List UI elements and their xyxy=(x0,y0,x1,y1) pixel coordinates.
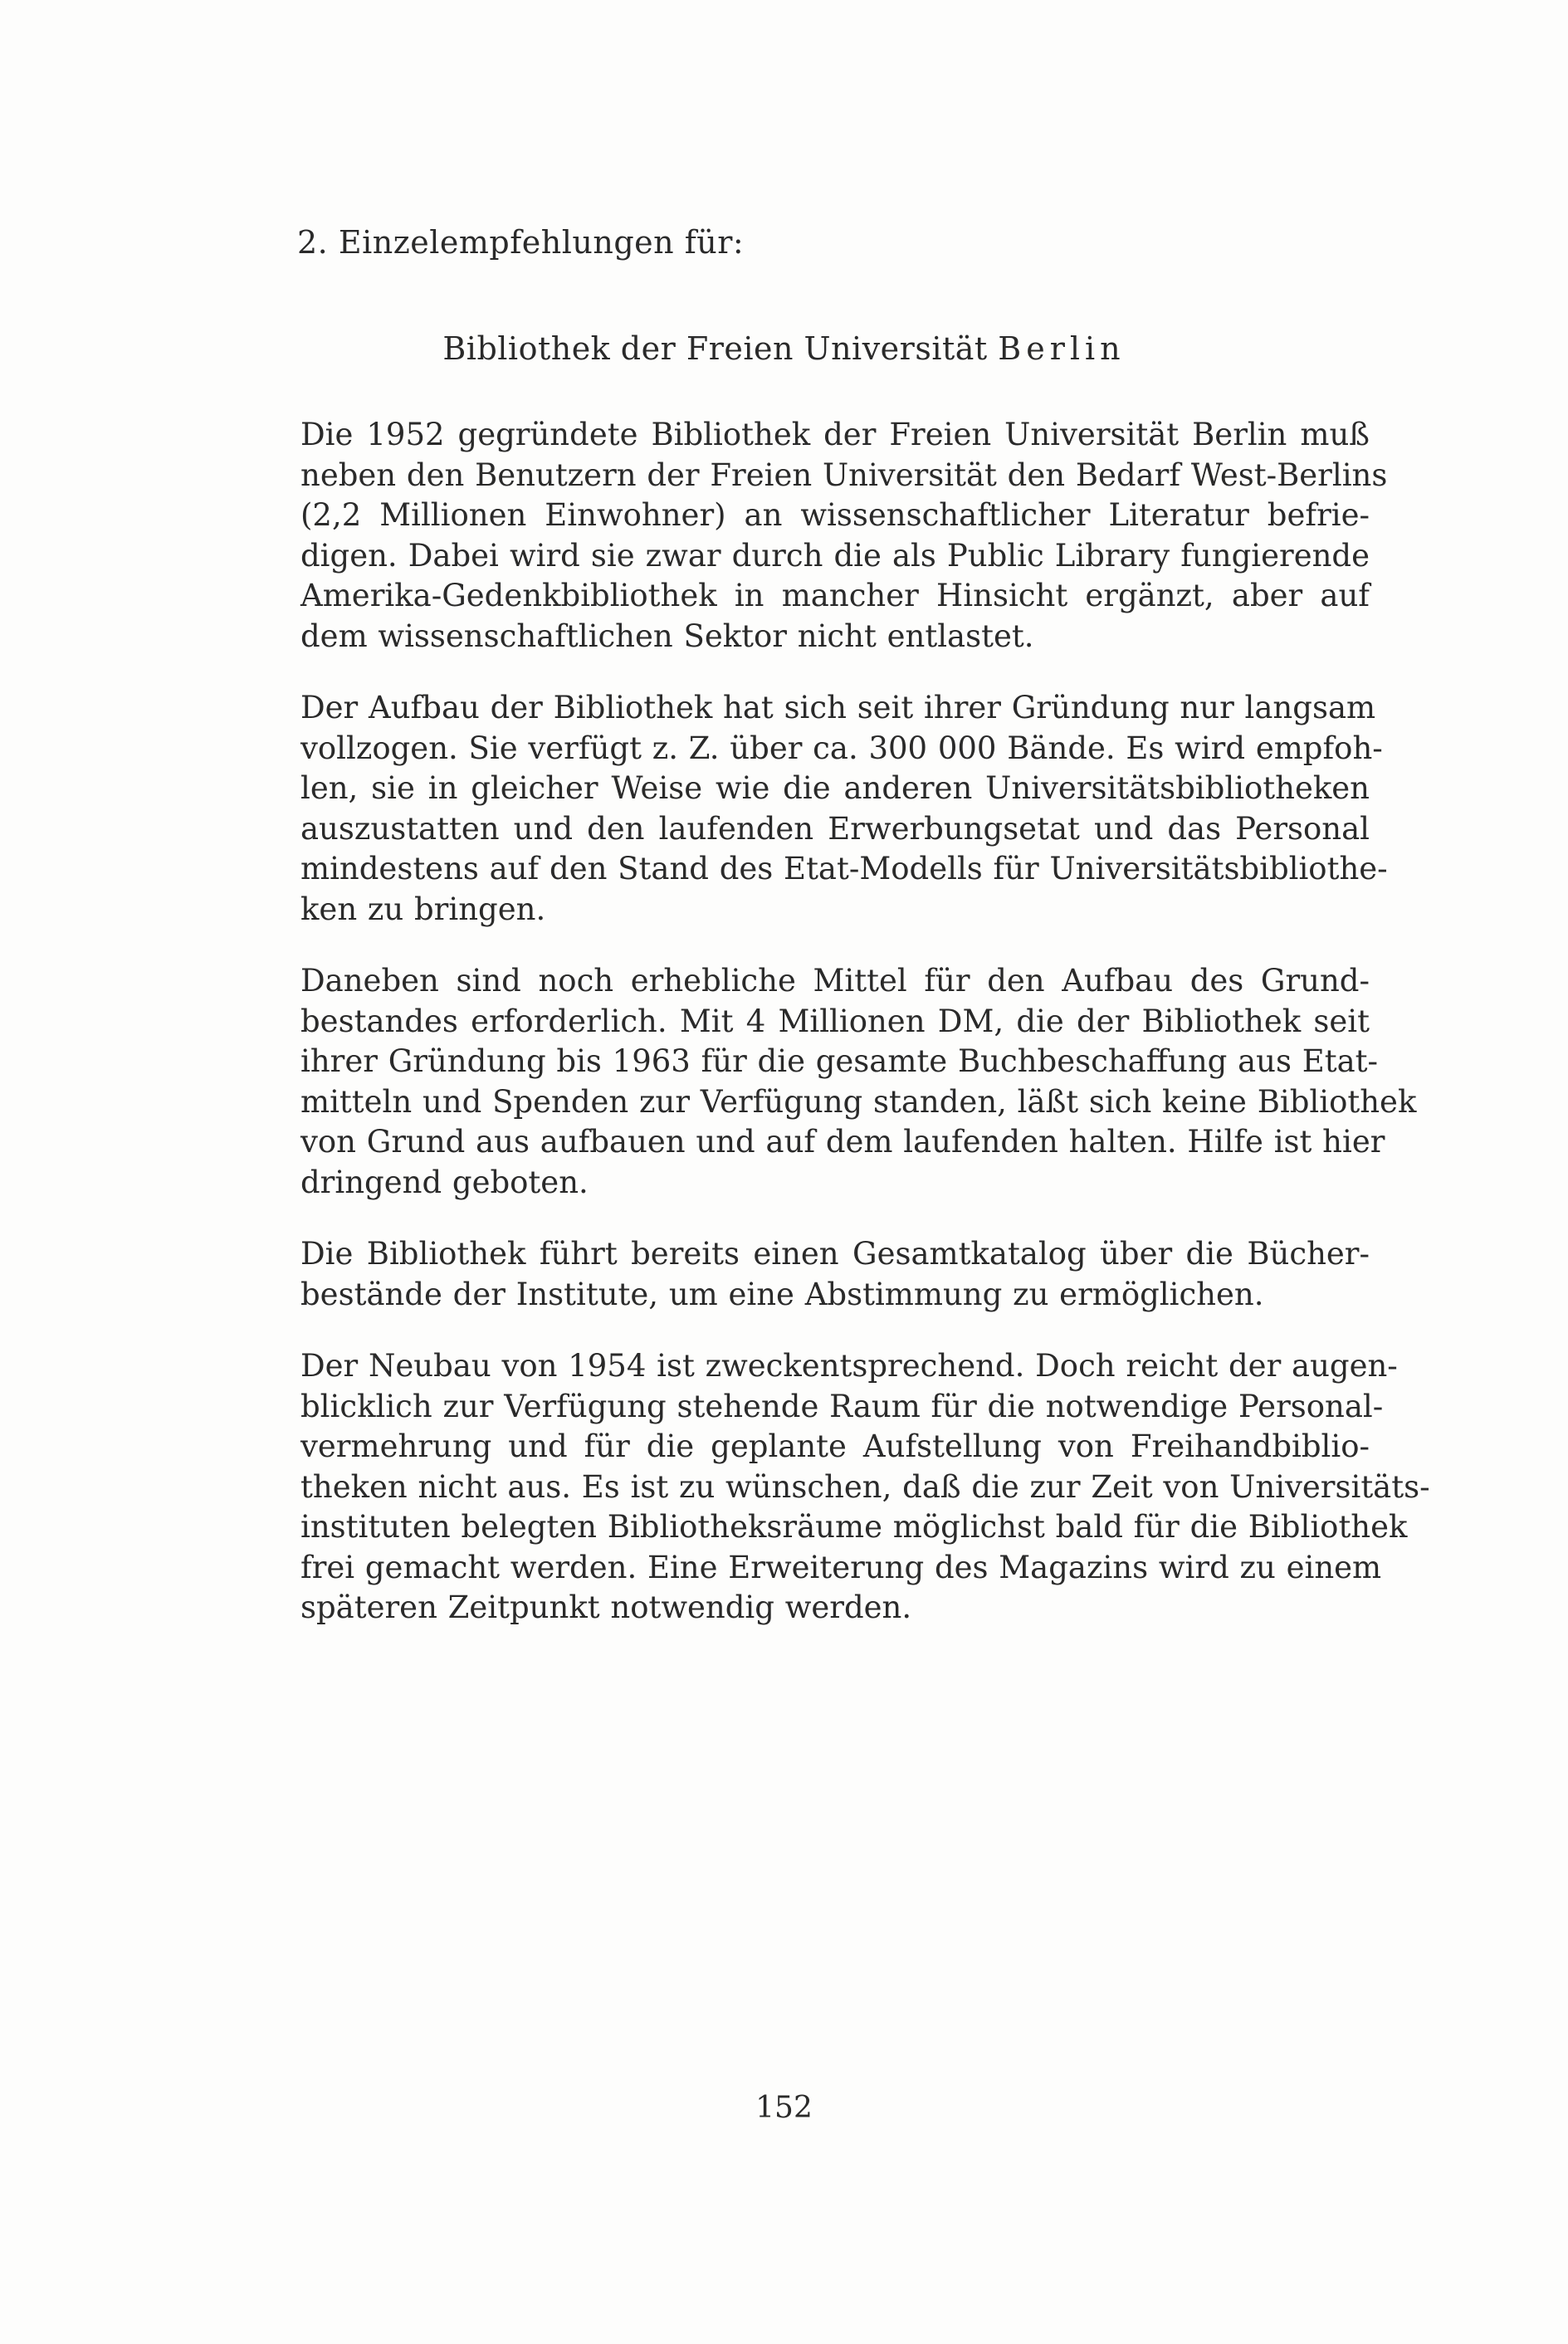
text-line: Die 1952 gegründete Bibliothek der Freien Universität Berlin muß xyxy=(300,417,1370,452)
paragraph-4 xyxy=(300,1234,1370,1315)
subtitle-institution: Bibliothek der Freien Universität xyxy=(442,330,988,367)
text-line: ihrer Gründung bis 1963 für die gesamte Buchbeschaffung aus Etat- xyxy=(300,1043,1379,1079)
text-line: mitteln und Spenden zur Verfügung standen, läßt sich keine Bibliothek xyxy=(300,1083,1417,1120)
text-line: vermehrung und für die geplante Aufstellung von Freihandbiblio- xyxy=(300,1428,1370,1464)
paragraph-2 xyxy=(300,688,1388,930)
text-line: dringend geboten. xyxy=(300,1164,589,1200)
text-line: instituten belegten Bibliotheksräume möglichst bald für die Bibliothek xyxy=(300,1509,1408,1545)
text-line: Die Bibliothek führt bereits einen Gesamtkatalog über die Bücher- xyxy=(300,1236,1370,1272)
page-number: 152 xyxy=(755,2091,813,2125)
subtitle-place: Berlin xyxy=(998,330,1126,367)
paragraph-3 xyxy=(300,961,1417,1203)
text-line: (2,2 Millionen Einwohner) an wissenschaftlicher Literatur befrie- xyxy=(300,497,1370,533)
subtitle xyxy=(0,329,1568,369)
text-line: digen. Dabei wird sie zwar durch die als Public Library fungierende xyxy=(300,537,1370,574)
text-line: blicklich zur Verfügung stehende Raum für die notwendige Personal- xyxy=(300,1388,1384,1424)
text-line: frei gemacht werden. Eine Erweiterung des Magazins wird zu einem xyxy=(300,1549,1382,1585)
text-line: von Grund aus aufbauen und auf dem laufenden halten. Hilfe ist hier xyxy=(300,1124,1385,1160)
section-heading: 2. Einzelempfehlungen für: xyxy=(297,224,745,261)
text-line: dem wissenschaftlichen Sektor nicht entlastet. xyxy=(300,618,1034,654)
paragraph-5 xyxy=(300,1346,1430,1629)
text-line: len, sie in gleicher Weise wie die anderen Universitätsbibliotheken xyxy=(300,770,1370,806)
text-line: Daneben sind noch erhebliche Mittel für den Aufbau des Grund- xyxy=(300,963,1370,999)
paragraph-1 xyxy=(300,415,1388,657)
text-line: neben den Benutzern der Freien Universität den Bedarf West-Berlins xyxy=(300,457,1388,493)
text-line: Der Aufbau der Bibliothek hat sich seit ihrer Gründung nur langsam xyxy=(300,690,1376,725)
text-line: Amerika-Gedenkbibliothek in mancher Hinsicht ergänzt, aber auf xyxy=(300,578,1370,613)
text-line: mindestens auf den Stand des Etat-Modells für Universitätsbibliothe- xyxy=(300,851,1388,886)
body-text xyxy=(300,415,1430,1660)
text-line: theken nicht aus. Es ist zu wünschen, daß die zur Zeit von Universitäts- xyxy=(300,1468,1430,1505)
text-line: ken zu bringen. xyxy=(300,891,546,927)
text-line: Der Neubau von 1954 ist zweckentsprechend. Doch reicht der augen- xyxy=(300,1348,1398,1384)
text-line: vollzogen. Sie verfügt z. Z. über ca. 300 000 Bände. Es wird empfoh- xyxy=(300,730,1383,766)
text-line: bestandes erforderlich. Mit 4 Millionen DM, die der Bibliothek seit xyxy=(300,1003,1370,1039)
text-line: späteren Zeitpunkt notwendig werden. xyxy=(300,1590,912,1625)
text-line: bestände der Institute, um eine Abstimmung zu ermöglichen. xyxy=(300,1276,1264,1312)
text-line: auszustatten und den laufenden Erwerbungsetat und das Personal xyxy=(300,810,1370,847)
